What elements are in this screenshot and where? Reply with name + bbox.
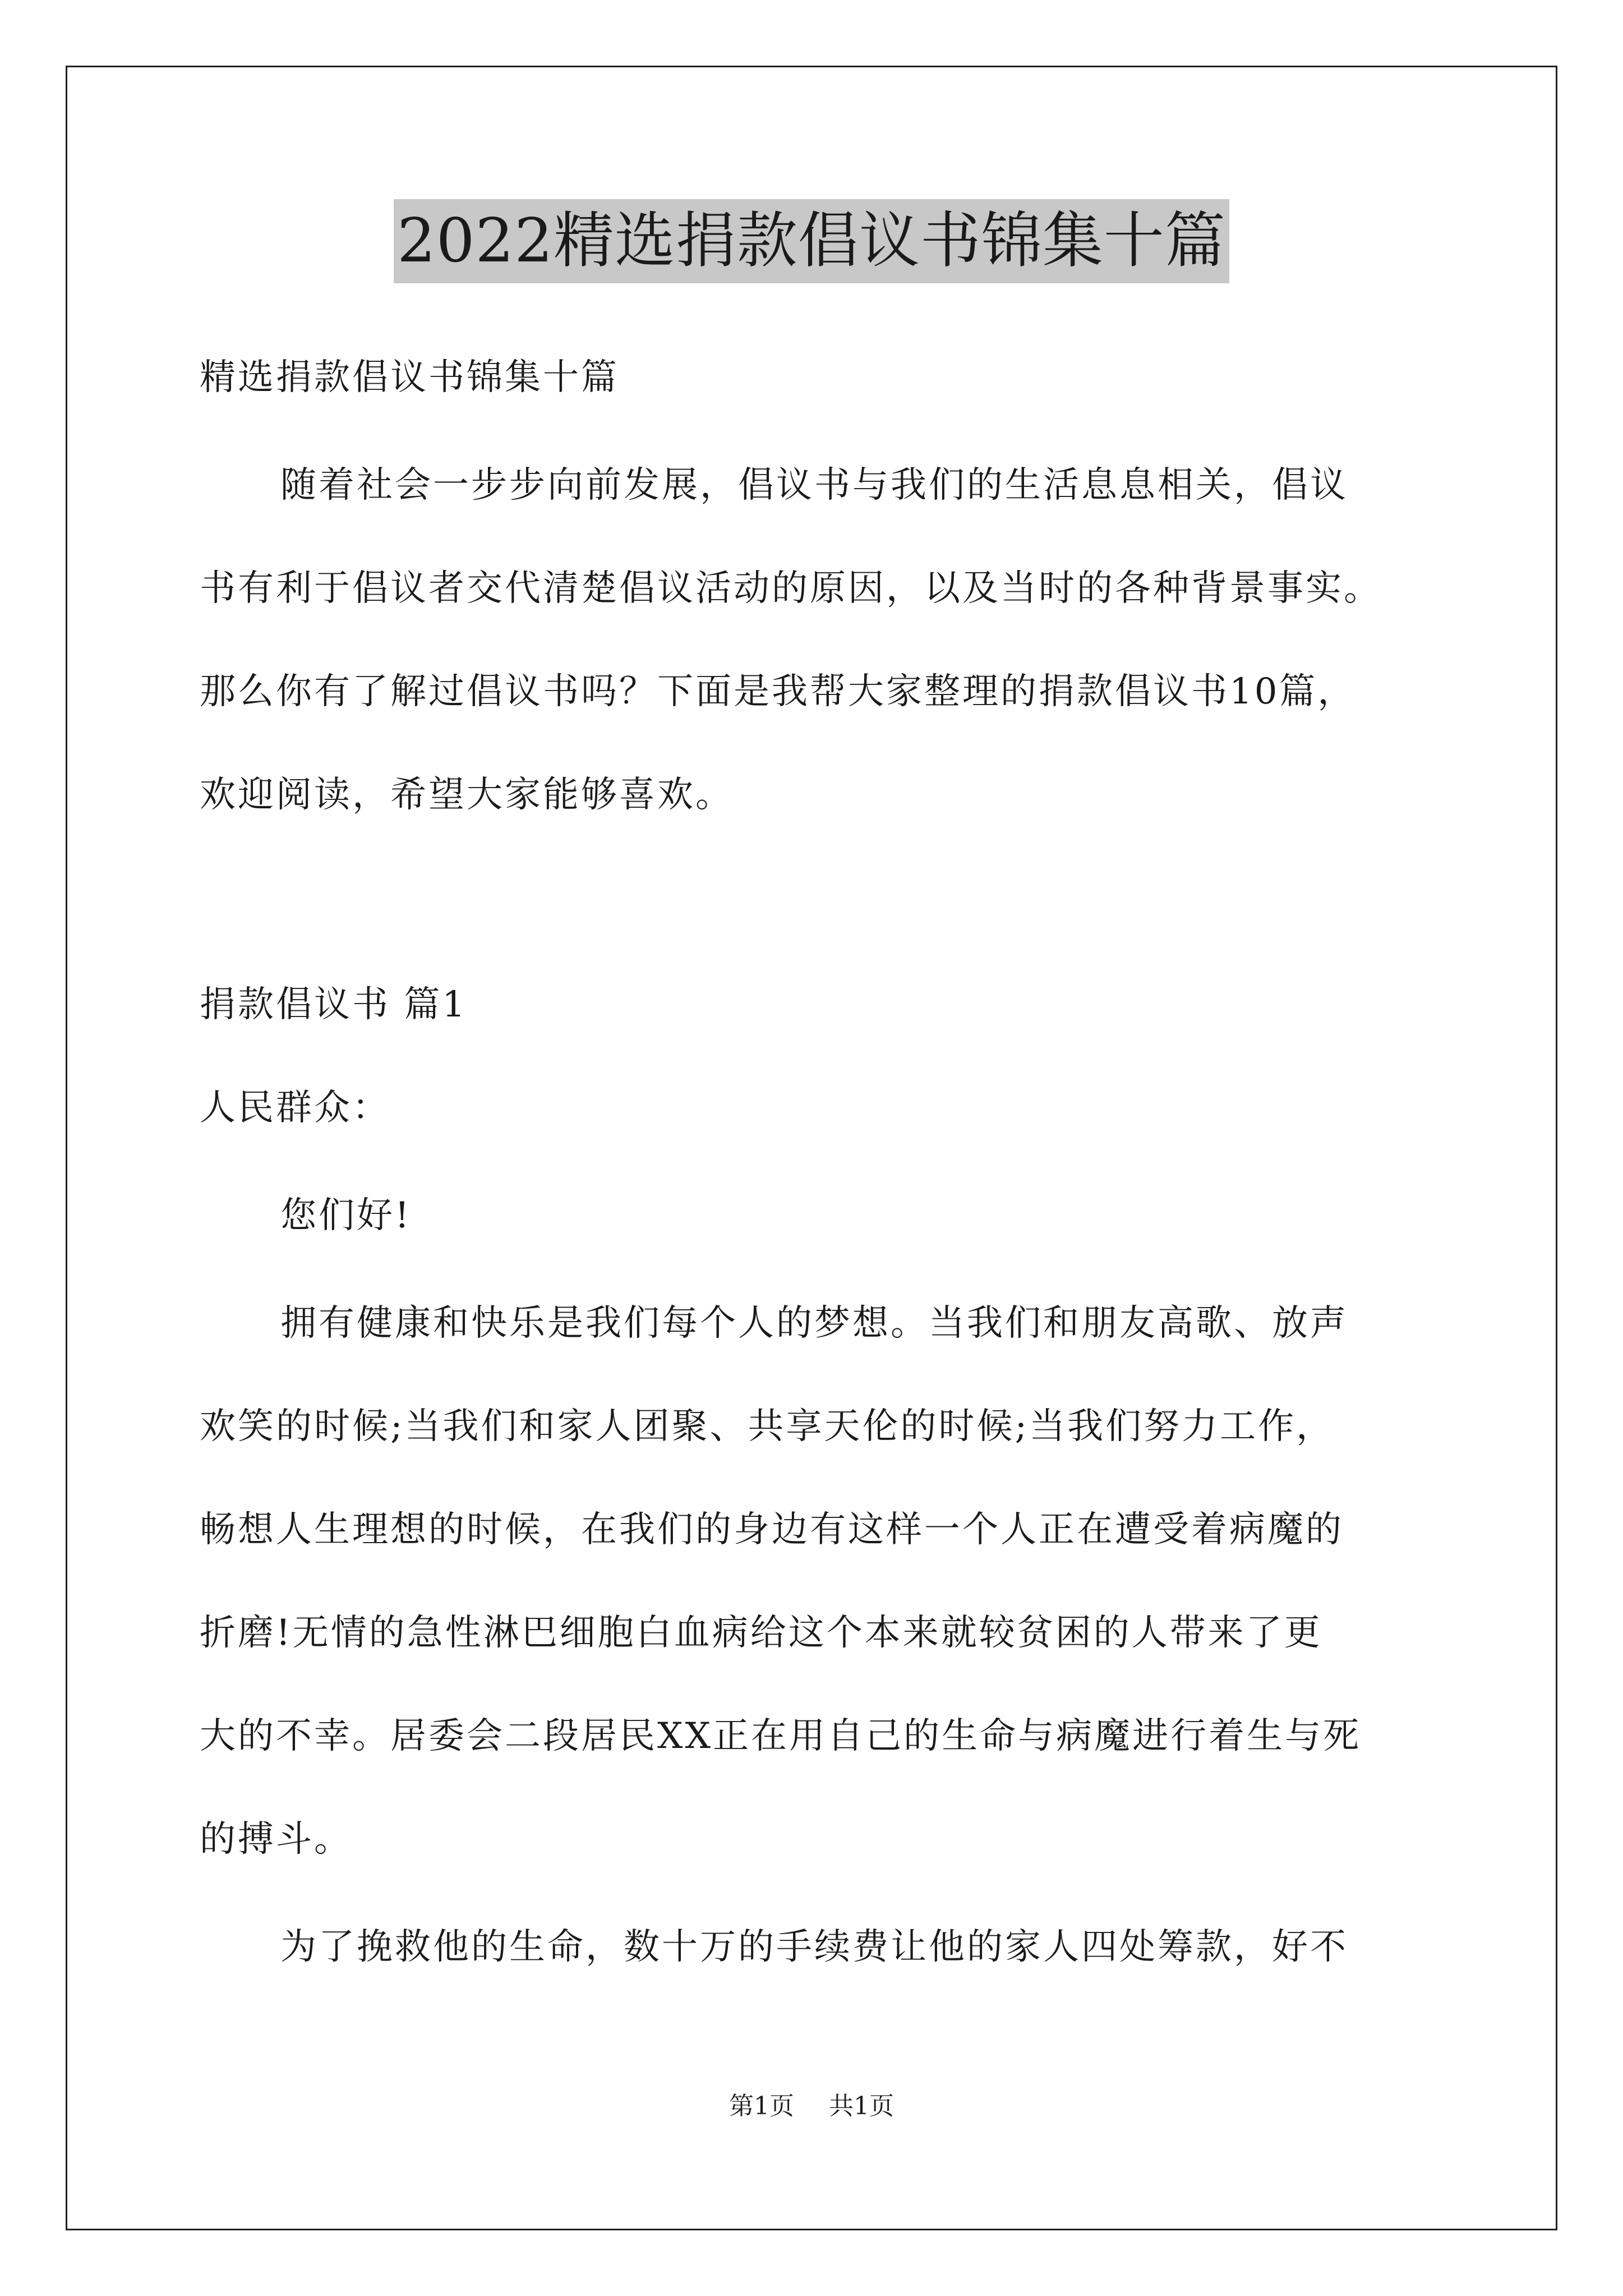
document-title: 2022精选捐款倡议书锦集十篇 bbox=[394, 199, 1229, 283]
paragraph-line: 为了挽救他的生命，数十万的手续费让他的家人四处筹款，好不 bbox=[280, 1926, 1348, 1968]
paragraph-line: 欢迎阅读，希望大家能够喜欢。 bbox=[200, 774, 734, 816]
page-footer bbox=[0, 2090, 1623, 2123]
title-block bbox=[0, 199, 1623, 283]
greeting-line: 您们好! bbox=[280, 1195, 412, 1236]
paragraph-line: 书有利于倡议者交代清楚倡议活动的原因，以及当时的各种背景事实。 bbox=[200, 568, 1382, 609]
salutation-line: 人民群众： bbox=[200, 1087, 390, 1129]
paragraph-line: 畅想人生理想的时候，在我们的身边有这样一个人正在遭受着病魔的 bbox=[200, 1509, 1344, 1550]
paragraph-line: 拥有健康和快乐是我们每个人的梦想。当我们和朋友高歌、放声 bbox=[280, 1303, 1348, 1344]
subtitle-line: 精选捐款倡议书锦集十篇 bbox=[200, 357, 619, 398]
paragraph-line: 那么你有了解过倡议书吗？下面是我帮大家整理的捐款倡议书10篇， bbox=[200, 671, 1356, 712]
paragraph-line: 欢笑的时候;当我们和家人团聚、共享天伦的时候;当我们努力工作， bbox=[200, 1406, 1335, 1447]
paragraph-line: 随着社会一步步向前发展，倡议书与我们的生活息息相关，倡议 bbox=[280, 464, 1348, 506]
section-heading: 捐款倡议书 篇1 bbox=[200, 984, 468, 1025]
page-total: 共1页 bbox=[829, 2092, 894, 2120]
page-number: 第1页 bbox=[729, 2092, 794, 2120]
paragraph-line: 的搏斗。 bbox=[200, 1819, 352, 1860]
paragraph-line: 折磨!无情的急性淋巴细胞白血病给这个本来就较贫困的人带来了更 bbox=[200, 1612, 1322, 1654]
paragraph-line: 大的不幸。居委会二段居民XX正在用自己的生命与病魔进行着生与死 bbox=[200, 1715, 1362, 1757]
